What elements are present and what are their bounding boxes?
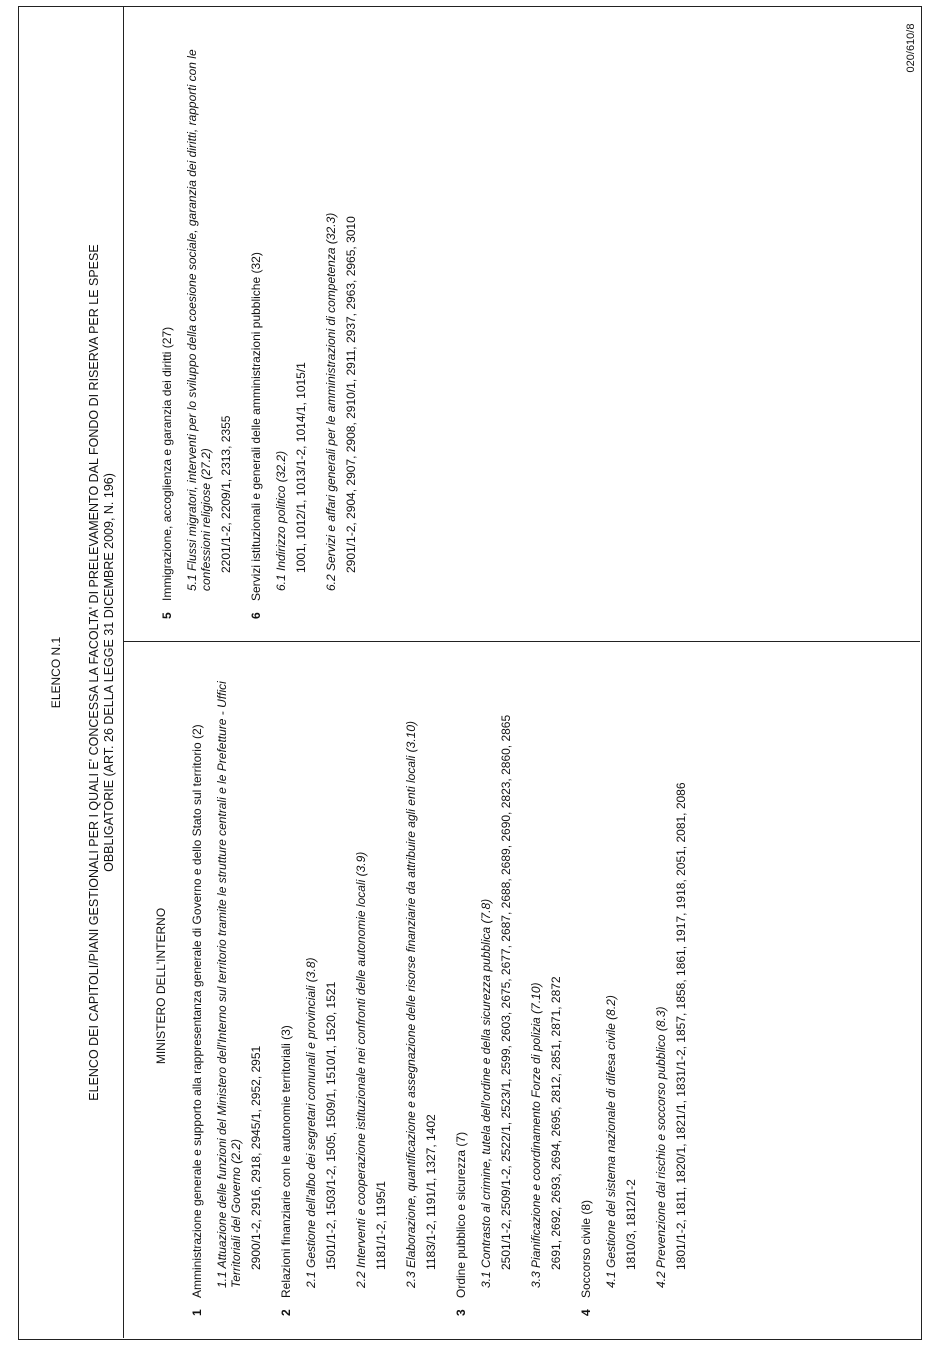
mission-number: 6: [249, 612, 263, 619]
program-entry: [304, 656, 318, 1288]
program-title: Servizi e affari generali per le amministrazioni di competenza (32.3): [324, 212, 338, 571]
program-entry: [215, 656, 243, 1288]
program-number: 3.3: [529, 1271, 543, 1288]
ministry-heading: MINISTERO DELL'INTERNO: [154, 907, 168, 1065]
chapter-codes: 2901/1-2, 2904, 2907, 2908, 2910/1, 2911, 2937, 2963, 2965, 3010: [344, 216, 358, 573]
chapter-codes: 2691, 2692, 2693, 2694, 2695, 2812, 2851, 2871, 2872: [549, 976, 563, 1270]
program-entry: [185, 21, 213, 591]
mission-title: Relazioni finanziarie con le autonomie territoriali (3): [279, 1025, 293, 1298]
chapter-codes: 1001, 1012/1, 1013/1-2, 1014/1, 1015/1: [294, 362, 308, 573]
rotated-content: [19, 7, 920, 1338]
program-title: Prevenzione dal rischio e soccorso pubblico (8.3): [654, 1006, 668, 1268]
mission-number: 5: [160, 612, 174, 619]
chapter-codes: 1181/1-2, 1195/1: [374, 1181, 388, 1270]
program-entry: [479, 656, 493, 1288]
mission-entry: [279, 656, 293, 1316]
program-number: 1.1: [215, 1271, 229, 1288]
mission-number: 2: [279, 1309, 293, 1316]
mission-title: Servizi istituzionali e generali delle amministrazioni pubbliche (32): [249, 252, 263, 601]
chapter-codes: 1801/1-2, 1811, 1820/1, 1821/1, 1831/1-2, 1857, 1858, 1861, 1917, 1918, 2051, 2081, 2086: [674, 782, 688, 1270]
mission-number: 3: [454, 1309, 468, 1316]
elenco-label: ELENCO N.1: [49, 636, 63, 709]
program-entry: [354, 656, 368, 1288]
program-number: 4.2: [654, 1271, 668, 1288]
left-entries: [190, 656, 688, 1316]
right-entries: [160, 21, 358, 619]
mission-entry: [579, 656, 593, 1316]
program-title: Attuazione delle funzioni del Ministero dell'Interno sul territorio tramite le strutture centrali e le Prefetture - Uffici Territoriali del Governo (2.2): [215, 681, 243, 1288]
chapter-codes: 1810/3, 1812/1-2: [624, 1179, 638, 1270]
mission-entry: [249, 21, 263, 619]
mission-entry: [160, 21, 174, 619]
program-title: Flussi migratori, interventi per lo sviluppo della coesione sociale, garanzia dei diritti, rapporti con le confessioni religiose (27.2): [185, 49, 213, 591]
program-entry: [604, 656, 618, 1288]
page-id-text: 020/610/8: [905, 23, 917, 73]
mission-title: Soccorso civile (8): [579, 1199, 593, 1298]
mission-title: Immigrazione, accoglienza e garanzia dei diritti (27): [160, 326, 174, 601]
document-frame: [18, 6, 922, 1340]
mission-number: 1: [190, 1309, 204, 1316]
chapter-codes: 2201/1-2, 2209/1, 2313, 2355: [219, 415, 233, 573]
chapter-codes: 1501/1-2, 1503/1-2, 1505, 1509/1, 1510/1, 1520, 1521: [324, 981, 338, 1270]
program-number: 5.1: [185, 574, 199, 591]
program-title: Interventi e cooperazione istituzionale nei confronti delle autonomie locali (3.9): [354, 851, 368, 1268]
program-number: 6.2: [324, 574, 338, 591]
title-line-2: OBBLIGATORIE (ART. 26 DELLA LEGGE 31 DICEMBRE 2009, N. 196): [102, 473, 116, 872]
chapter-codes: 2501/1-2, 2509/1-2, 2522/1, 2523/1, 2599, 2603, 2675, 2677, 2687, 2688, 2689, 2690, 2823, 2860, 2865: [499, 714, 513, 1270]
program-title: Elaborazione, quantificazione e assegnazione delle risorse finanziarie da attribuire agli enti locali (3.10): [404, 720, 418, 1268]
program-title: Contrasto al crimine, tutela dell'ordine e della sicurezza pubblica (7.8): [479, 898, 493, 1268]
program-number: 4.1: [604, 1271, 618, 1288]
program-number: 3.1: [479, 1271, 493, 1288]
program-number: 2.1: [304, 1271, 318, 1288]
right-column: [124, 7, 920, 642]
program-entry: [324, 21, 338, 591]
title-line-1: ELENCO DEI CAPITOLI/PIANI GESTIONALI PER I QUALI E' CONCESSA LA FACOLTA' DI PRELEVAMENTO DAL FONDO DI RISERVA PER LE SPESE: [87, 244, 101, 1101]
program-entry: [654, 656, 668, 1288]
mission-title: Amministrazione generale e supporto alla rappresentanza generale di Governo e dello Stato sul territorio (2): [190, 724, 204, 1298]
program-number: 2.3: [404, 1271, 418, 1288]
mission-title: Ordine pubblico e sicurezza (7): [454, 1131, 468, 1298]
program-number: 6.1: [274, 574, 288, 591]
title-block: [19, 7, 124, 1338]
chapter-codes: 1183/1-2, 1191/1, 1327, 1402: [424, 1114, 438, 1270]
mission-entry: [190, 656, 204, 1316]
program-title: Gestione del sistema nazionale di difesa civile (8.2): [604, 995, 618, 1268]
program-entry: [529, 656, 543, 1288]
program-title: Gestione dell'albo dei segretari comunali e provinciali (3.8): [304, 957, 318, 1268]
mission-number: 4: [579, 1309, 593, 1316]
chapter-codes: 2900/1-2, 2916, 2918, 2945/1, 2952, 2951: [249, 1045, 263, 1270]
mission-entry: [454, 656, 468, 1316]
left-column: [124, 642, 920, 1338]
program-entry: [404, 656, 418, 1288]
program-entry: [274, 21, 288, 591]
program-title: Pianificazione e coordinamento Forze di polizia (7.10): [529, 982, 543, 1268]
program-title: Indirizzo politico (32.2): [274, 450, 288, 571]
program-number: 2.2: [354, 1271, 368, 1288]
